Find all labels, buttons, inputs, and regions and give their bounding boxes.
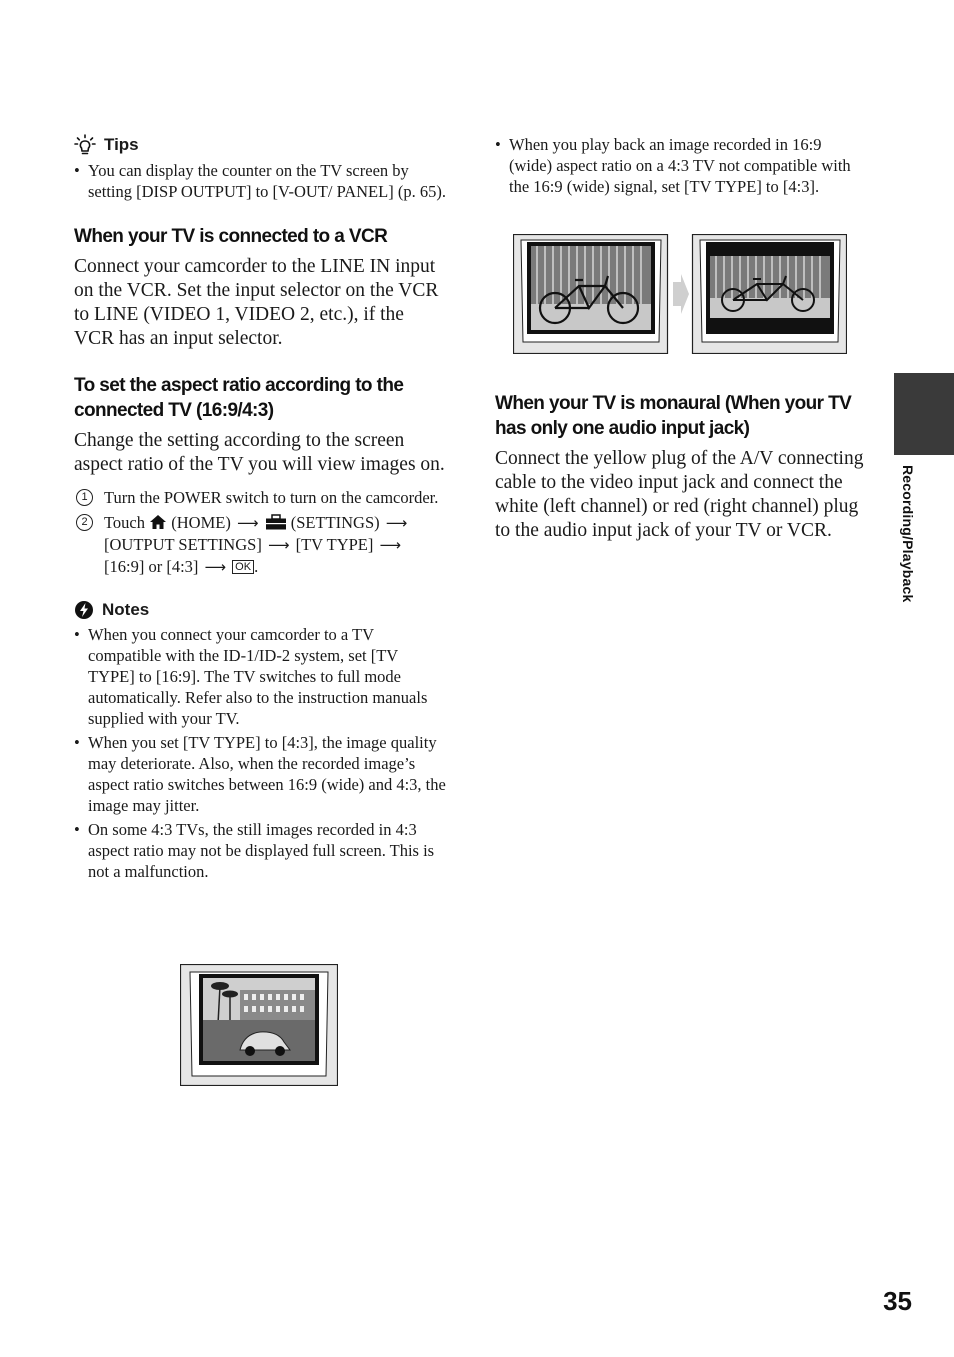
tips-header: [74, 134, 446, 156]
step-tvtype: [TV TYPE]: [295, 535, 374, 554]
right-column: [495, 134, 867, 200]
aspect-note-item: • When you play back an image recorded in 16:9 (wide) aspect ratio on a 4:3 TV not compatible with the 16:9 (wide) signal, set [TV TYPE] to [4:3].: [495, 134, 867, 197]
aspect-steps: [74, 487, 446, 578]
step-choice: [16:9] or [4:3]: [104, 557, 199, 576]
step-1: [74, 487, 446, 508]
notes-list: [74, 624, 446, 882]
aspect-heading: To set the aspect ratio according to the connected TV (16:9/4:3): [74, 375, 404, 421]
mono-body: Connect the yellow plug of the A/V connecting cable to the video input jack and connect the white (left channel) or red (right channel) plug to the audio input jack of your TV or VCR.: [495, 448, 864, 541]
mono-heading: When your TV is monaural (When your TV has only one audio input jack): [495, 393, 852, 439]
step-home: (HOME): [171, 513, 231, 532]
lightbulb-icon: [74, 134, 96, 156]
tip-item: • You can display the counter on the TV screen by setting [DISP OUTPUT] to [V-OUT/ PANEL] (p. 65).: [74, 160, 446, 202]
vcr-heading: When your TV is connected to a VCR: [74, 226, 388, 247]
note-item: • On some 4:3 TVs, the still images recorded in 4:3 aspect ratio may not be displayed full screen. This is not a malfunction.: [74, 819, 446, 882]
aspect-body: Change the setting according to the screen aspect ratio of the TV you will view images on.: [74, 430, 445, 475]
step-number: 1: [76, 489, 93, 506]
arrow-icon: ⟶: [385, 514, 408, 532]
step-2: 2 Touch (HOME) ⟶ (SETTINGS) ⟶ [OUTPUT SETTINGS] ⟶ [TV TYPE] ⟶ [16:9] or [4:3] ⟶ OK .: [74, 512, 446, 578]
transition-arrow-icon: [673, 274, 689, 314]
arrow-icon: ⟶: [379, 536, 401, 554]
tips-list: [74, 160, 446, 202]
tv-illustration-4-3: [180, 964, 338, 1086]
step-output: [OUTPUT SETTINGS]: [104, 535, 262, 554]
section-side-label: Recording/Playback: [900, 465, 916, 603]
toolbox-settings-icon: [265, 514, 287, 530]
home-icon: [149, 514, 167, 530]
step-text: Turn the POWER switch to turn on the camcorder.: [104, 488, 439, 507]
notes-header: [74, 600, 446, 620]
mono-section: [495, 391, 867, 543]
vcr-body: Connect your camcorder to the LINE IN input on the VCR. Set the input selector on the VCR to LINE (VIDEO 1, VIDEO 2, etc.), if the VCR has an input selector.: [74, 256, 439, 349]
step-settings: (SETTINGS): [290, 513, 380, 532]
side-tab-marker: [894, 373, 954, 455]
tv-illustration-wide-comparison: [513, 234, 847, 354]
ok-button-icon: OK: [232, 560, 254, 574]
note-item: • When you set [TV TYPE] to [4:3], the image quality may deteriorate. Also, when the recorded image’s aspect ratio switches between 16:9 (wide) and 4:3, the image may jitter.: [74, 732, 446, 816]
step-number: 2: [76, 514, 93, 531]
tv-after: [693, 235, 847, 354]
left-column: [74, 134, 446, 885]
notes-warning-icon: [74, 600, 94, 620]
arrow-icon: ⟶: [267, 536, 290, 554]
tv-before: [514, 235, 668, 354]
arrow-icon: ⟶: [204, 558, 227, 576]
notes-heading: Notes: [102, 600, 150, 619]
note-item: • When you connect your camcorder to a TV compatible with the ID-1/ID-2 system, set [TV TYPE] to [16:9]. The TV switches to full mode automatically. Refer also to the instruction manuals supplied with your TV.: [74, 624, 446, 729]
arrow-icon: ⟶: [236, 514, 259, 532]
tips-heading: Tips: [104, 135, 139, 154]
page-number: 35: [883, 1286, 912, 1316]
step-touch: Touch: [104, 513, 146, 532]
aspect-note-list: [495, 134, 867, 197]
